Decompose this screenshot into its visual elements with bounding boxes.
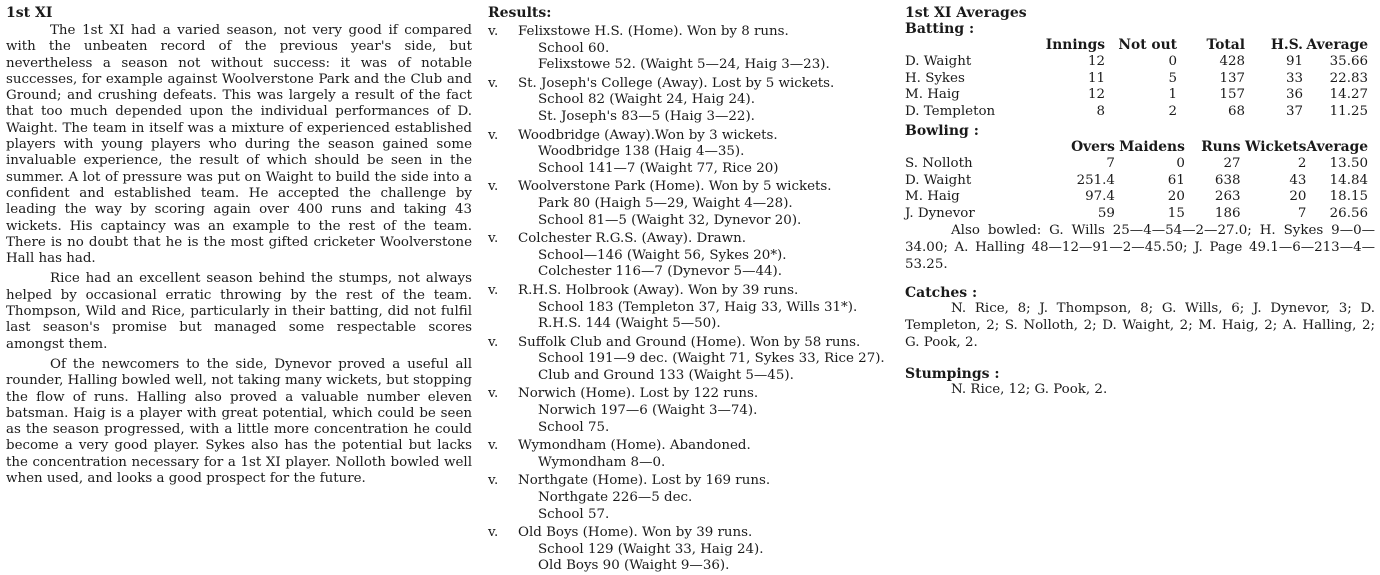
batting-label: Batting : — [905, 21, 975, 37]
match-headline: Felixstowe H.S. (Home). Won by 8 runs. — [518, 24, 789, 39]
bowling-table — [905, 139, 1368, 223]
match-headline: Old Boys (Home). Won by 39 runs. — [518, 525, 753, 541]
table-row — [905, 104, 1368, 121]
match-result — [488, 438, 898, 471]
batting-table — [905, 37, 1368, 121]
match-score-line: St. Joseph's 83—5 (Haig 3—22). — [538, 108, 755, 124]
stat-value: 61 — [1167, 172, 1185, 188]
bowling-column-header: Maidens — [1119, 138, 1185, 155]
table-row — [905, 71, 1368, 88]
match-score-line: School—146 (Waight 56, Sykes 20*). — [538, 247, 787, 263]
bowling-column-header: Wickets — [1245, 138, 1307, 155]
stat-value: 59 — [1097, 206, 1115, 222]
batting-column-header: H.S. — [1270, 37, 1303, 53]
match-list — [488, 24, 898, 575]
stat-value: 137 — [1219, 70, 1245, 86]
player-name: M. Haig — [905, 189, 960, 205]
match-score-line: Wymondham 8—0. — [538, 454, 666, 470]
stat-value: 11.25 — [1329, 104, 1368, 120]
stumpings-text: N. Rice, 12; G. Pook, 2. — [951, 381, 1108, 397]
stat-value: 26.56 — [1329, 206, 1368, 222]
stat-value: 638 — [1214, 172, 1241, 188]
stat-value: 157 — [1219, 87, 1245, 103]
match-score-line: Old Boys 90 (Waight 9—36). — [538, 558, 730, 574]
match-headline: Woodbridge (Away).Won by 3 wickets. — [518, 127, 778, 143]
versus-marker: v. — [488, 127, 499, 143]
stat-value: 11 — [1087, 70, 1105, 86]
match-score-line: School 75. — [538, 419, 610, 435]
player-name: D. Waight — [905, 172, 972, 188]
bowling-column-header: Overs — [1071, 138, 1115, 155]
also-bowled-text: Also bowled: G. Wills 25—4—54—2—27.0; H. Sykes 9—0—34.00; A. Halling 48—12—91—2—45.50; J. Page 49.1—6—213—4—53.25. — [905, 222, 1375, 272]
stat-value: 251.4 — [1076, 172, 1115, 188]
batting-column-header: Not out — [1118, 37, 1177, 53]
versus-marker: v. — [488, 386, 499, 402]
table-row — [905, 189, 1368, 206]
bowling-label: Bowling : — [905, 122, 979, 139]
results-column — [488, 0, 898, 575]
table-row — [905, 206, 1368, 223]
match-result — [488, 525, 898, 575]
versus-marker: v. — [488, 24, 499, 39]
match-result — [488, 231, 898, 281]
stat-value: 68 — [1227, 104, 1245, 120]
averages-title: 1st XI Averages — [905, 5, 1027, 21]
match-score-line: Park 80 (Haigh 5—29, Waight 4—28). — [538, 195, 793, 211]
catches-label: Catches : — [905, 285, 978, 302]
stumpings-label: Stumpings : — [905, 365, 1000, 382]
batting-column-header: Average — [1306, 37, 1368, 53]
versus-marker: v. — [488, 438, 499, 454]
stat-value: 2 — [1168, 104, 1177, 120]
match-result — [488, 76, 898, 126]
match-score-line: School 183 (Templeton 37, Haig 33, Wills 31*). — [538, 299, 858, 315]
bowling-column-header: Runs — [1201, 138, 1241, 155]
stat-value: 14.84 — [1329, 172, 1368, 188]
match-score-line: School 191—9 dec. (Waight 71, Sykes 33, Rice 27). — [538, 351, 885, 367]
stat-value: 33 — [1285, 70, 1303, 86]
report-title: 1st XI — [6, 5, 53, 21]
match-result — [488, 386, 898, 436]
table-row — [905, 173, 1368, 190]
match-score-line: School 82 (Waight 24, Haig 24). — [538, 92, 756, 108]
stat-value: 1 — [1168, 87, 1177, 103]
player-name: D. Templeton — [905, 104, 996, 120]
match-result — [488, 24, 898, 74]
table-row — [905, 156, 1368, 173]
bowling-column-header — [905, 139, 1051, 156]
stat-value: 7 — [1297, 206, 1307, 222]
stat-value: 97.4 — [1085, 189, 1115, 205]
match-score-line: Northgate 226—5 dec. — [538, 490, 693, 506]
stat-value: 263 — [1214, 189, 1241, 205]
versus-marker: v. — [488, 231, 499, 247]
stat-value: 12 — [1087, 53, 1105, 69]
stat-value: 7 — [1106, 155, 1115, 171]
versus-marker: v. — [488, 525, 499, 541]
results-title: Results: — [488, 5, 552, 21]
match-headline: Colchester R.G.S. (Away). Drawn. — [518, 231, 746, 247]
batting-column-header: Total — [1206, 37, 1245, 53]
stat-value: 428 — [1219, 53, 1245, 69]
stat-value: 8 — [1096, 104, 1105, 120]
match-result — [488, 128, 898, 178]
table-row — [905, 87, 1368, 104]
stat-value: 35.66 — [1329, 53, 1368, 69]
batting-column-header: Innings — [1045, 37, 1105, 53]
stat-value: 0 — [1168, 53, 1177, 69]
stat-value: 36 — [1285, 87, 1303, 103]
match-score-line: Felixstowe 52. (Waight 5—24, Haig 3—23). — [538, 57, 830, 73]
bowling-column-header: Average — [1306, 138, 1368, 155]
match-score-line: Club and Ground 133 (Waight 5—45). — [538, 367, 794, 383]
versus-marker: v. — [488, 75, 499, 91]
match-score-line: School 81—5 (Waight 32, Dynevor 20). — [538, 212, 802, 228]
versus-marker: v. — [488, 282, 499, 298]
stat-value: 0 — [1176, 155, 1185, 171]
stat-value: 12 — [1087, 87, 1105, 103]
bowling-header-row — [905, 139, 1368, 156]
player-name: S. Nolloth — [905, 155, 973, 171]
stat-value: 22.83 — [1329, 70, 1368, 86]
stat-value: 15 — [1167, 206, 1185, 222]
match-score-line: Woodbridge 138 (Haig 4—35). — [538, 144, 745, 160]
report-paragraph: The 1st XI had a varied season, not very good if compared with the unbeaten record of the previous year's side, but nevertheless a season not without success: it was of notable successes, for example against Woolverstone Park and the Club and Ground; and crushing defeats. This was largely a result of the fact that too much depended upon the individual performances of D. Waight. The team in itself was a mixture of experienced established players with young players who during the season gained some invaluable experience, the result of which should be seen in the summer. A lot of pressure was put on Waight to build the side into a confident and established team. He accepted the challenge by leading the way by scoring again over 400 runs and taking 43 wickets. His captaincy was an example to the rest of the team. There is no doubt that he is the most gifted cricketer Woolverstone Hall has had. — [6, 23, 472, 267]
stat-value: 27 — [1223, 155, 1241, 171]
stat-value: 91 — [1285, 53, 1303, 69]
player-name: H. Sykes — [905, 70, 965, 86]
match-headline: R.H.S. Holbrook (Away). Won by 39 runs. — [518, 282, 799, 298]
stat-value: 13.50 — [1329, 155, 1368, 171]
report-paragraph: Rice had an excellent season behind the stumps, not always helped by occasional erratic throwing by the rest of the team. Thompson, Wild and Rice, particularly in their batting, did not fulfil last season's promise but managed some respectable scores amongst them. — [6, 271, 472, 352]
match-headline: Woolverstone Park (Home). Won by 5 wickets. — [518, 179, 832, 195]
report-paragraph: Of the newcomers to the side, Dynevor proved a useful all rounder, Halling bowled well, not taking many wickets, but stopping the flow of runs. Halling also proved a valuable number eleven batsman. Haig is a player with great potential, which could be seen as the season progressed, with a little more concentration he could become a very good player. Sykes also has the potential but lacks the concentration necessary for a 1st XI player. Nolloth bowled well when used, and looks a good prospect for the future. — [6, 356, 472, 487]
match-headline: Northgate (Home). Lost by 169 runs. — [518, 473, 771, 489]
player-name: M. Haig — [905, 87, 960, 103]
versus-marker: v. — [488, 179, 499, 195]
match-result — [488, 283, 898, 333]
match-result — [488, 473, 898, 523]
stat-value: 14.27 — [1329, 87, 1368, 103]
match-score-line: School 129 (Waight 33, Haig 24). — [538, 541, 764, 557]
stat-value: 20 — [1289, 189, 1307, 205]
versus-marker: v. — [488, 334, 499, 350]
match-score-line: School 57. — [538, 506, 610, 522]
batting-header-row — [905, 37, 1368, 54]
batting-column-header — [905, 37, 1033, 54]
match-score-line: R.H.S. 144 (Waight 5—50). — [538, 316, 721, 332]
match-headline: Wymondham (Home). Abandoned. — [518, 438, 751, 454]
match-result — [488, 335, 898, 385]
match-score-line: Colchester 116—7 (Dynevor 5—44). — [538, 264, 782, 280]
player-name: D. Waight — [905, 53, 972, 69]
stat-value: 43 — [1289, 172, 1307, 188]
averages-column — [905, 0, 1375, 399]
stat-value: 5 — [1168, 70, 1177, 86]
match-score-line: Norwich 197—6 (Waight 3—74). — [538, 403, 758, 419]
catches-text: N. Rice, 8; J. Thompson, 8; G. Wills, 6; J. Dynevor, 3; D. Templeton, 2; S. Nolloth, 2; D. Waight, 2; M. Haig, 2; A. Halling, 2; G. Pook, 2. — [905, 301, 1375, 350]
stat-value: 186 — [1214, 206, 1241, 222]
match-score-line: School 141—7 (Waight 77, Rice 20) — [538, 160, 779, 176]
stat-value: 20 — [1167, 189, 1185, 205]
match-headline: St. Joseph's College (Away). Lost by 5 wickets. — [518, 75, 835, 91]
stat-value: 37 — [1285, 104, 1303, 120]
match-score-line: School 60. — [538, 40, 610, 56]
player-name: J. Dynevor — [905, 206, 975, 222]
match-headline: Norwich (Home). Lost by 122 runs. — [518, 386, 759, 402]
stat-value: 18.15 — [1329, 189, 1368, 205]
versus-marker: v. — [488, 473, 499, 489]
match-result — [488, 179, 898, 229]
stat-value: 2 — [1297, 155, 1307, 171]
report-column — [6, 0, 472, 487]
table-row — [905, 54, 1368, 71]
match-headline: Suffolk Club and Ground (Home). Won by 58 runs. — [518, 334, 861, 350]
